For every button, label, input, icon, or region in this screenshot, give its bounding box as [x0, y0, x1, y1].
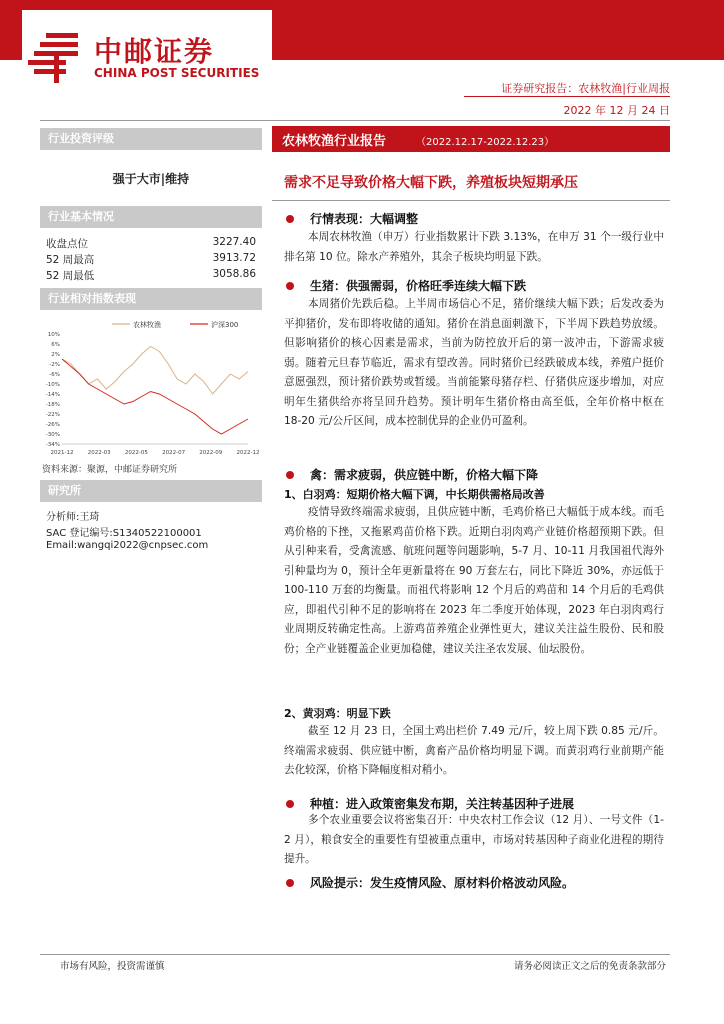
series-line-agri [62, 347, 248, 395]
x-tick-label: 2022-12 [236, 450, 260, 456]
basic-header: 行业基本情况 [40, 206, 262, 228]
report-period: （2022.12.17-2022.12.23） [416, 137, 555, 148]
sub-yellow-feather: 2、黄羽鸡：明显下跌 [284, 707, 391, 720]
section-market: 行情表现：大幅调整 [286, 210, 418, 227]
brand-en: CHINA POST SECURITIES [94, 66, 260, 80]
footer-rule [40, 954, 670, 955]
y-tick-label: -14% [45, 392, 60, 398]
sub-white-feather: 1、白羽鸡：短期价格大幅下调，中长期供需格局改善 [284, 488, 545, 501]
y-tick-label: 10% [47, 332, 60, 338]
chart-source: 资料来源：聚源，中邮证券研究所 [42, 465, 178, 475]
y-tick-label: -26% [45, 422, 60, 428]
y-tick-label: -6% [49, 372, 60, 378]
basic-row: 52 周最高 3913.72 [46, 252, 256, 266]
x-tick-label: 2022-09 [199, 450, 223, 456]
y-tick-label: -22% [45, 412, 60, 418]
y-tick-label: -10% [45, 382, 60, 388]
china-post-logo-icon [26, 28, 86, 88]
relative-index-chart [40, 314, 262, 460]
footer-left: 市场有风险，投资需谨慎 [60, 961, 165, 972]
section-pig-body: 本周猪价先跌后稳。上半周市场信心不足，猪价继续大幅下跌；后发改委为平抑猪价，发布即将收储的通知。猪价在消息面刺激下，下半周下跌趋势放缓。但影响猪价的核心因素是需求，当前为防控放开后的第一波冲击，下游需求疲弱。随着元旦春节临近，需求有望改善。同时猪价已经跌破成本线，养殖户挺价意愿强烈，预计猪价跌势或暂缓。当前能繁母猪存栏、仔猪供应逐步增加，对应明年生猪供给亦将呈回升趋势。预计明年生猪价格由高至低，全年价格中枢在 18-20 元/公斤区间，成本控制优异的企业仍可盈利。 [284, 298, 664, 427]
basic-row: 52 周最低 3058.86 [46, 268, 256, 282]
analyst-line: SAC 登记编号:S1340522100001 [46, 528, 202, 539]
bullet-dot [286, 471, 294, 479]
header-line [40, 120, 670, 121]
section-yellow-feather-body: 截至 12 月 23 日，全国土鸡出栏价 7.49 元/斤，较上周下跌 0.85 元/斤。终端需求疲弱、供应链中断，禽畜产品价格均明显下调。而黄羽鸡行业前期产能去化较深，价格下降幅度相对稍小。 [284, 725, 664, 776]
brand-cn: 中邮证券 [94, 35, 215, 68]
report-name: 农林牧渔行业报告 [282, 134, 387, 149]
bullet-dot [286, 282, 294, 290]
analyst-line: Email:wangqi2022@cnpsec.com [46, 540, 209, 551]
x-tick-label: 2021-12 [50, 450, 74, 456]
bullet-dot [286, 215, 294, 223]
y-tick-label: 2% [51, 352, 60, 358]
basic-row: 收盘点位 3227.40 [46, 236, 256, 250]
report-type: 证券研究报告：农林牧渔|行业周报 [501, 82, 670, 95]
section-risk: 风险提示：发生疫情风险、原材料价格波动风险。 [286, 874, 574, 891]
x-tick-label: 2022-07 [162, 450, 186, 456]
bullet-dot [286, 879, 294, 887]
legend-label: 农林牧渔 [133, 321, 161, 329]
y-tick-label: -18% [45, 402, 60, 408]
section-poultry: 禽：需求疲弱，供应链中断，价格大幅下降 [286, 466, 538, 483]
rating-value: 强于大市|维持 [112, 172, 190, 186]
y-tick-label: -34% [45, 442, 60, 448]
logo-block [22, 10, 272, 95]
x-tick-label: 2022-05 [124, 450, 148, 456]
y-tick-label: -30% [45, 432, 60, 438]
headline: 需求不足导致价格大幅下跌，养殖板块短期承压 [284, 175, 578, 191]
footer-right: 请务必阅读正文之后的免责条款部分 [513, 961, 666, 972]
analyst-line: 分析师:王琦 [46, 512, 100, 523]
x-tick-label: 2022-03 [87, 450, 111, 456]
section-pig: 生猪：供强需弱，价格旺季连续大幅下跌 [286, 277, 526, 294]
y-tick-label: 6% [51, 342, 60, 348]
headline-rule [272, 200, 670, 201]
section-planting-body: 多个农业重要会议将密集召开：中央农村工作会议（12 月）、一号文件（1-2 月），粮食安全的重要性有望被重点重申，市场对转基因种子商业化进程的期待提升。 [284, 814, 664, 865]
section-planting: 种植：进入政策密集发布期，关注转基因种子进展 [286, 795, 574, 812]
section-market-body: 本周农林牧渔（申万）行业指数累计下跌 3.13%，在申万 31 个一级行业中排名第 10 位。除水产养殖外，其余子板块均明显下跌。 [284, 231, 664, 263]
report-date: 2022 年 12 月 24 日 [563, 104, 670, 117]
section-white-feather-body: 疫情导致终端需求疲弱，且供应链中断，毛鸡价格已大幅低于成本线。而毛鸡价格的下挫，又拖累鸡苗价格下跌。近期白羽肉鸡产业链价格超预期下跌。但从引种来看，受禽流感、航班问题等问题影响，5-7 月、10-11 月我国祖代海外引种量均为 0，预计全年更新量将在 90 万套左右，同比下降近 30%，亦远低于 100-110 万套的均衡量。而祖代将影响 12 个月后的鸡苗和 14 个月后的毛鸡供应，即祖代引种不足的影响将在 2023 年二季度开始体现，2023 年白羽肉鸡行业周期反转确定性高。上游鸡苗养殖企业弹性更大，建议关注益生股份、民和股份；全产业链覆盖企业更加稳健，建议关注圣农发展、仙坛股份。 [284, 506, 664, 655]
bullet-dot [286, 800, 294, 808]
legend-label: 沪深300 [211, 321, 239, 329]
chart-header: 行业相对指数表现 [40, 288, 262, 310]
y-tick-label: -2% [49, 362, 60, 368]
analyst-header: 研究所 [40, 480, 262, 502]
header-rule [464, 96, 670, 97]
rating-header: 行业投资评级 [40, 128, 262, 150]
series-line-hs300 [62, 359, 248, 434]
